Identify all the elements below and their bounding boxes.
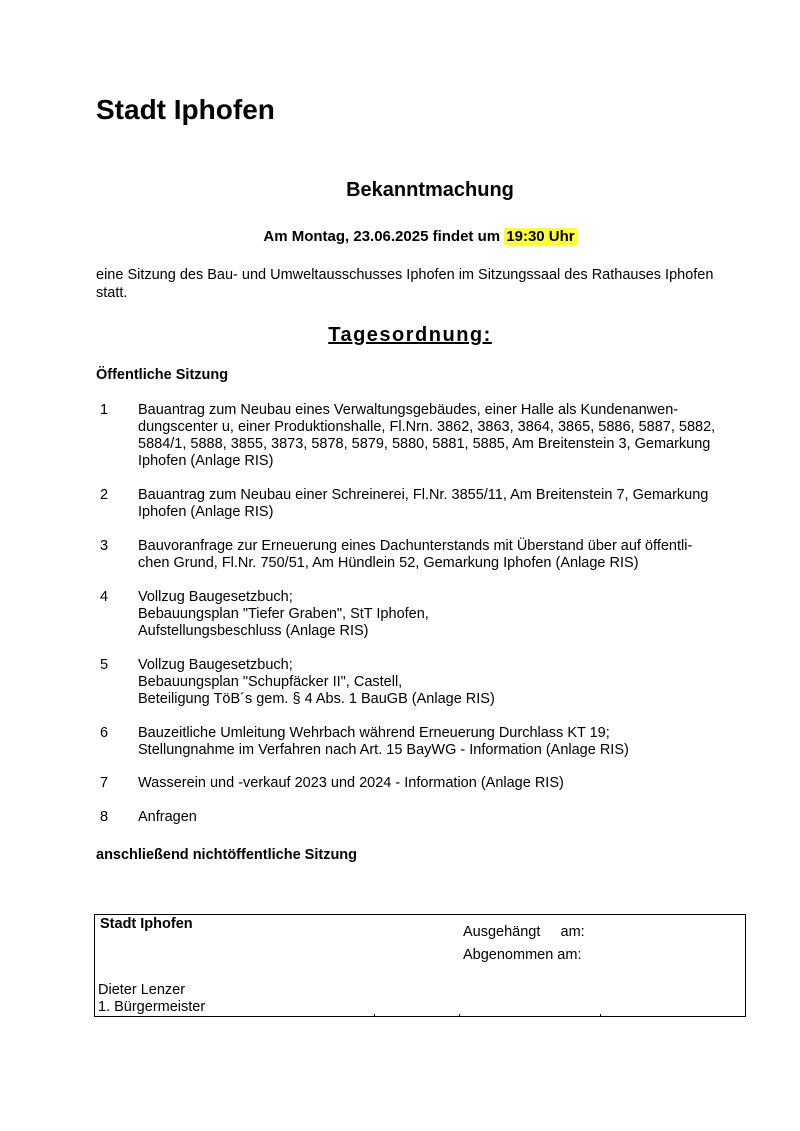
agenda-item-number: 4 [100,589,109,605]
agenda-item-text: Bauantrag zum Neubau eines Verwaltungsgebäudes, einer Halle als Kundenanwen- dungscenter u, einer Produktionshalle, Fl.Nrn. 3862, 3863, 3864, 3865, 5886, 5887, 5882, 5884/1, 5888, 3855, 3873, 5878, 5879, 5880, 5881, 5885, Am Breitenstein 3, Gemarkung Iphofen (Anlage RIS) [138,402,716,469]
agenda-item-text: Anfragen [138,809,197,825]
agenda-item-text: Vollzug Baugesetzbuch; Bebauungsplan "Tiefer Graben", StT Iphofen, Aufstellungsbeschluss (Anlage RIS) [138,589,429,639]
agenda-item-text: Bauantrag zum Neubau einer Schreinerei, Fl.Nr. 3855/11, Am Breitenstein 7, Gemarkung Iphofen (Anlage RIS) [138,487,709,520]
signature-column-divider [459,1014,460,1017]
agenda-item-text: Bauzeitliche Umleitung Wehrbach während Erneuerung Durchlass KT 19; Stellungnahme im Verfahren nach Art. 15 BayWG - Information (Anlage RIS) [138,725,629,758]
city-title: Stadt Iphofen [96,94,275,125]
notice-title: Bekanntmachung [346,179,514,201]
signature-city: Stadt Iphofen [100,916,193,932]
agenda-title: Tagesordnung: [328,324,492,346]
removed-label: Abgenommen am: [463,947,582,963]
agenda-item-number: 1 [100,402,109,418]
agenda-item-number: 7 [100,775,109,791]
intro-text: eine Sitzung des Bau- und Umweltausschusses Iphofen im Sitzungssaal des Rathauses Iphofen statt. [96,267,714,301]
mayor-name: Dieter Lenzer [98,982,186,998]
meeting-date-line [0,227,800,247]
agenda-item-number: 5 [100,657,109,673]
agenda-item-text: Vollzug Baugesetzbuch; Bebauungsplan "Schupfäcker II", Castell, Beteiligung TöB´s gem. § 4 Abs. 1 BauGB (Anlage RIS) [138,657,495,707]
public-session-label: Öffentliche Sitzung [96,367,229,383]
agenda-item-number: 2 [100,487,109,503]
agenda-item-number: 8 [100,809,109,825]
agenda-item-number: 3 [100,538,109,554]
signature-column-divider [600,1014,601,1017]
mayor-role: 1. Bürgermeister [98,999,206,1015]
posted-label: Ausgehängt am: [463,924,585,940]
closing-session-label: anschließend nichtöffentliche Sitzung [96,847,358,863]
agenda-item-text: Bauvoranfrage zur Erneuerung eines Dachunterstands mit Überstand über auf öffentli- chen Grund, Fl.Nr. 750/51, Am Hündlein 52, Gemarkung Iphofen (Anlage RIS) [138,538,693,571]
meeting-time: 19:30 Uhr [506,228,575,245]
agenda-item-number: 6 [100,725,109,741]
signature-column-divider [374,1014,375,1017]
date-prefix: Am Montag, 23.06.2025 findet um [263,228,501,245]
agenda-item-text: Wasserein und -verkauf 2023 und 2024 - Information (Anlage RIS) [138,775,564,791]
